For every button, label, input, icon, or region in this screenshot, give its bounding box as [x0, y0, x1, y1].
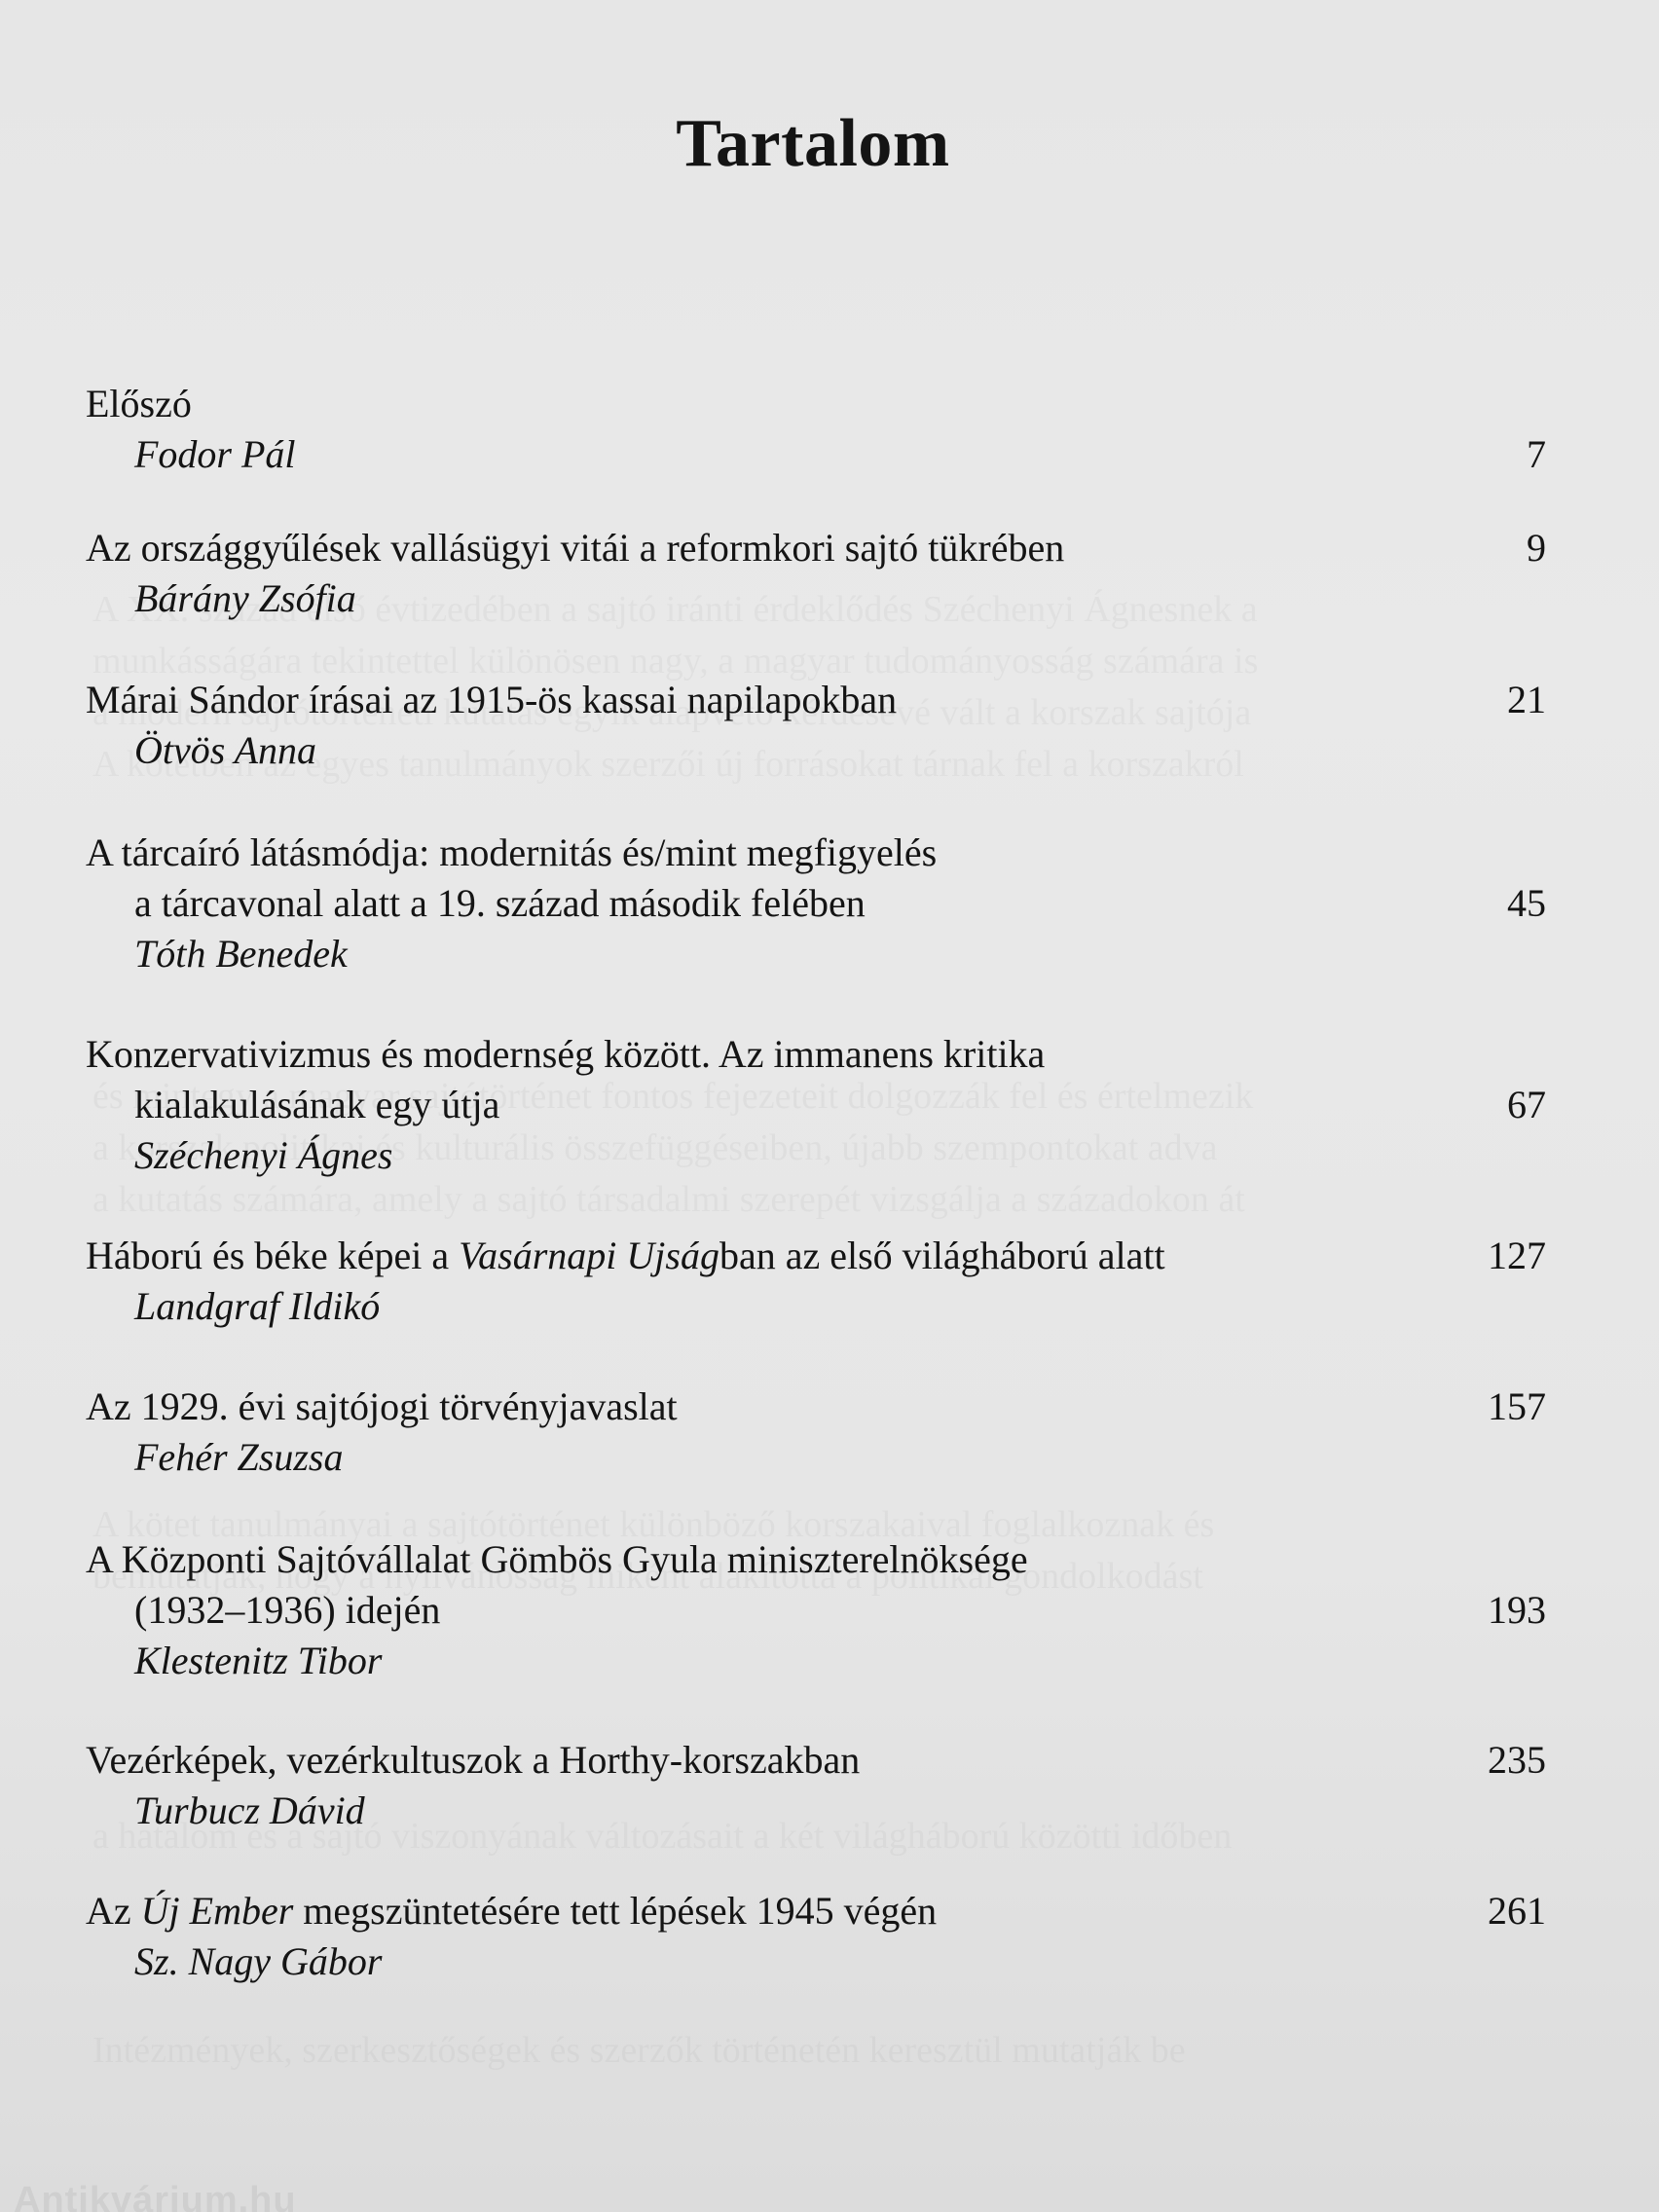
- toc-entry-title: Előszó: [86, 382, 192, 425]
- toc-entry-page: 193: [1488, 1588, 1546, 1632]
- toc-entry-author: Tóth Benedek: [134, 932, 348, 976]
- toc-entry-title: Konzervativizmus és modernség között. Az immanens kritika: [86, 1032, 1046, 1076]
- newspaper-title: Új Ember: [140, 1889, 294, 1933]
- toc-entry-title: A Központi Sajtóvállalat Gömbös Gyula miniszterelnöksége: [86, 1537, 1028, 1581]
- toc-entry-page: 45: [1507, 881, 1546, 925]
- toc-entry[interactable]: [86, 1029, 1546, 1181]
- toc-entry-author: Széchenyi Ágnes: [134, 1133, 393, 1177]
- title-text: ban az első világháború alatt: [719, 1234, 1165, 1277]
- toc-entry-author: Landgraf Ildikó: [134, 1284, 381, 1328]
- show-through-line: [92, 1174, 1553, 1226]
- show-through-line: [92, 2025, 1553, 2077]
- page-title: Tartalom: [676, 106, 950, 181]
- toc-entry[interactable]: [86, 1382, 1546, 1483]
- toc-entry-title: Vezérképek, vezérkultuszok a Horthy-korszakban: [86, 1738, 861, 1782]
- toc-entry[interactable]: [86, 1231, 1546, 1332]
- toc-entry[interactable]: [86, 379, 1546, 480]
- toc-entry-author: Bárány Zsófia: [134, 576, 356, 620]
- toc-entry-title: [86, 1231, 1546, 1281]
- toc-entry-author: Ötvös Anna: [134, 728, 317, 772]
- toc-entry[interactable]: [86, 1886, 1546, 1987]
- toc-entry-title-continued: a tárcavonal alatt a 19. század második felében: [134, 881, 866, 925]
- toc-entry-title: [86, 1886, 1546, 1936]
- toc-entry-title-continued: (1932–1936) idején: [134, 1588, 441, 1632]
- toc-entry-page: 67: [1507, 1083, 1546, 1126]
- toc-entry-page: 127: [1488, 1234, 1546, 1277]
- watermark: Antikvárium.hu: [14, 2180, 297, 2212]
- toc-entry-author: Turbucz Dávid: [134, 1788, 365, 1832]
- title-text: megszüntetésére tett lépések 1945 végén: [293, 1889, 938, 1933]
- toc-entry-page: 261: [1488, 1889, 1546, 1933]
- toc-entry-page: 7: [1527, 432, 1546, 476]
- toc-entry-page: 235: [1488, 1738, 1546, 1782]
- toc-entry[interactable]: [86, 1735, 1546, 1836]
- toc-entry-author: Fodor Pál: [134, 432, 296, 476]
- toc-entry-title: Az 1929. évi sajtójogi törvényjavaslat: [86, 1384, 678, 1428]
- title-text: Az: [86, 1889, 141, 1933]
- toc-entry-title: Az országgyűlések vallásügyi vitái a reformkori sajtó tükrében: [86, 526, 1065, 570]
- toc-entry-title: A tárcaíró látásmódja: modernitás és/mint megfigyelés: [86, 830, 938, 874]
- toc-entry-page: 9: [1527, 526, 1546, 570]
- toc-entry-page: 21: [1507, 678, 1546, 721]
- title-text: Háború és béke képei a: [86, 1234, 460, 1277]
- toc-entry-title: Márai Sándor írásai az 1915-ös kassai napilapokban: [86, 678, 898, 721]
- toc-entry[interactable]: [86, 828, 1546, 979]
- toc-entry[interactable]: [86, 675, 1546, 776]
- toc-entry-title-continued: kialakulásának egy útja: [134, 1083, 500, 1126]
- newspaper-title: Vasárnapi Ujság: [459, 1234, 719, 1277]
- toc-entry[interactable]: [86, 1534, 1546, 1686]
- toc-entry-author: Klestenitz Tibor: [134, 1639, 383, 1682]
- toc-entry-author: Fehér Zsuzsa: [134, 1435, 344, 1479]
- toc-entry-page: 157: [1488, 1384, 1546, 1428]
- toc-entry[interactable]: [86, 523, 1546, 624]
- toc-entry-author: Sz. Nagy Gábor: [134, 1939, 383, 1983]
